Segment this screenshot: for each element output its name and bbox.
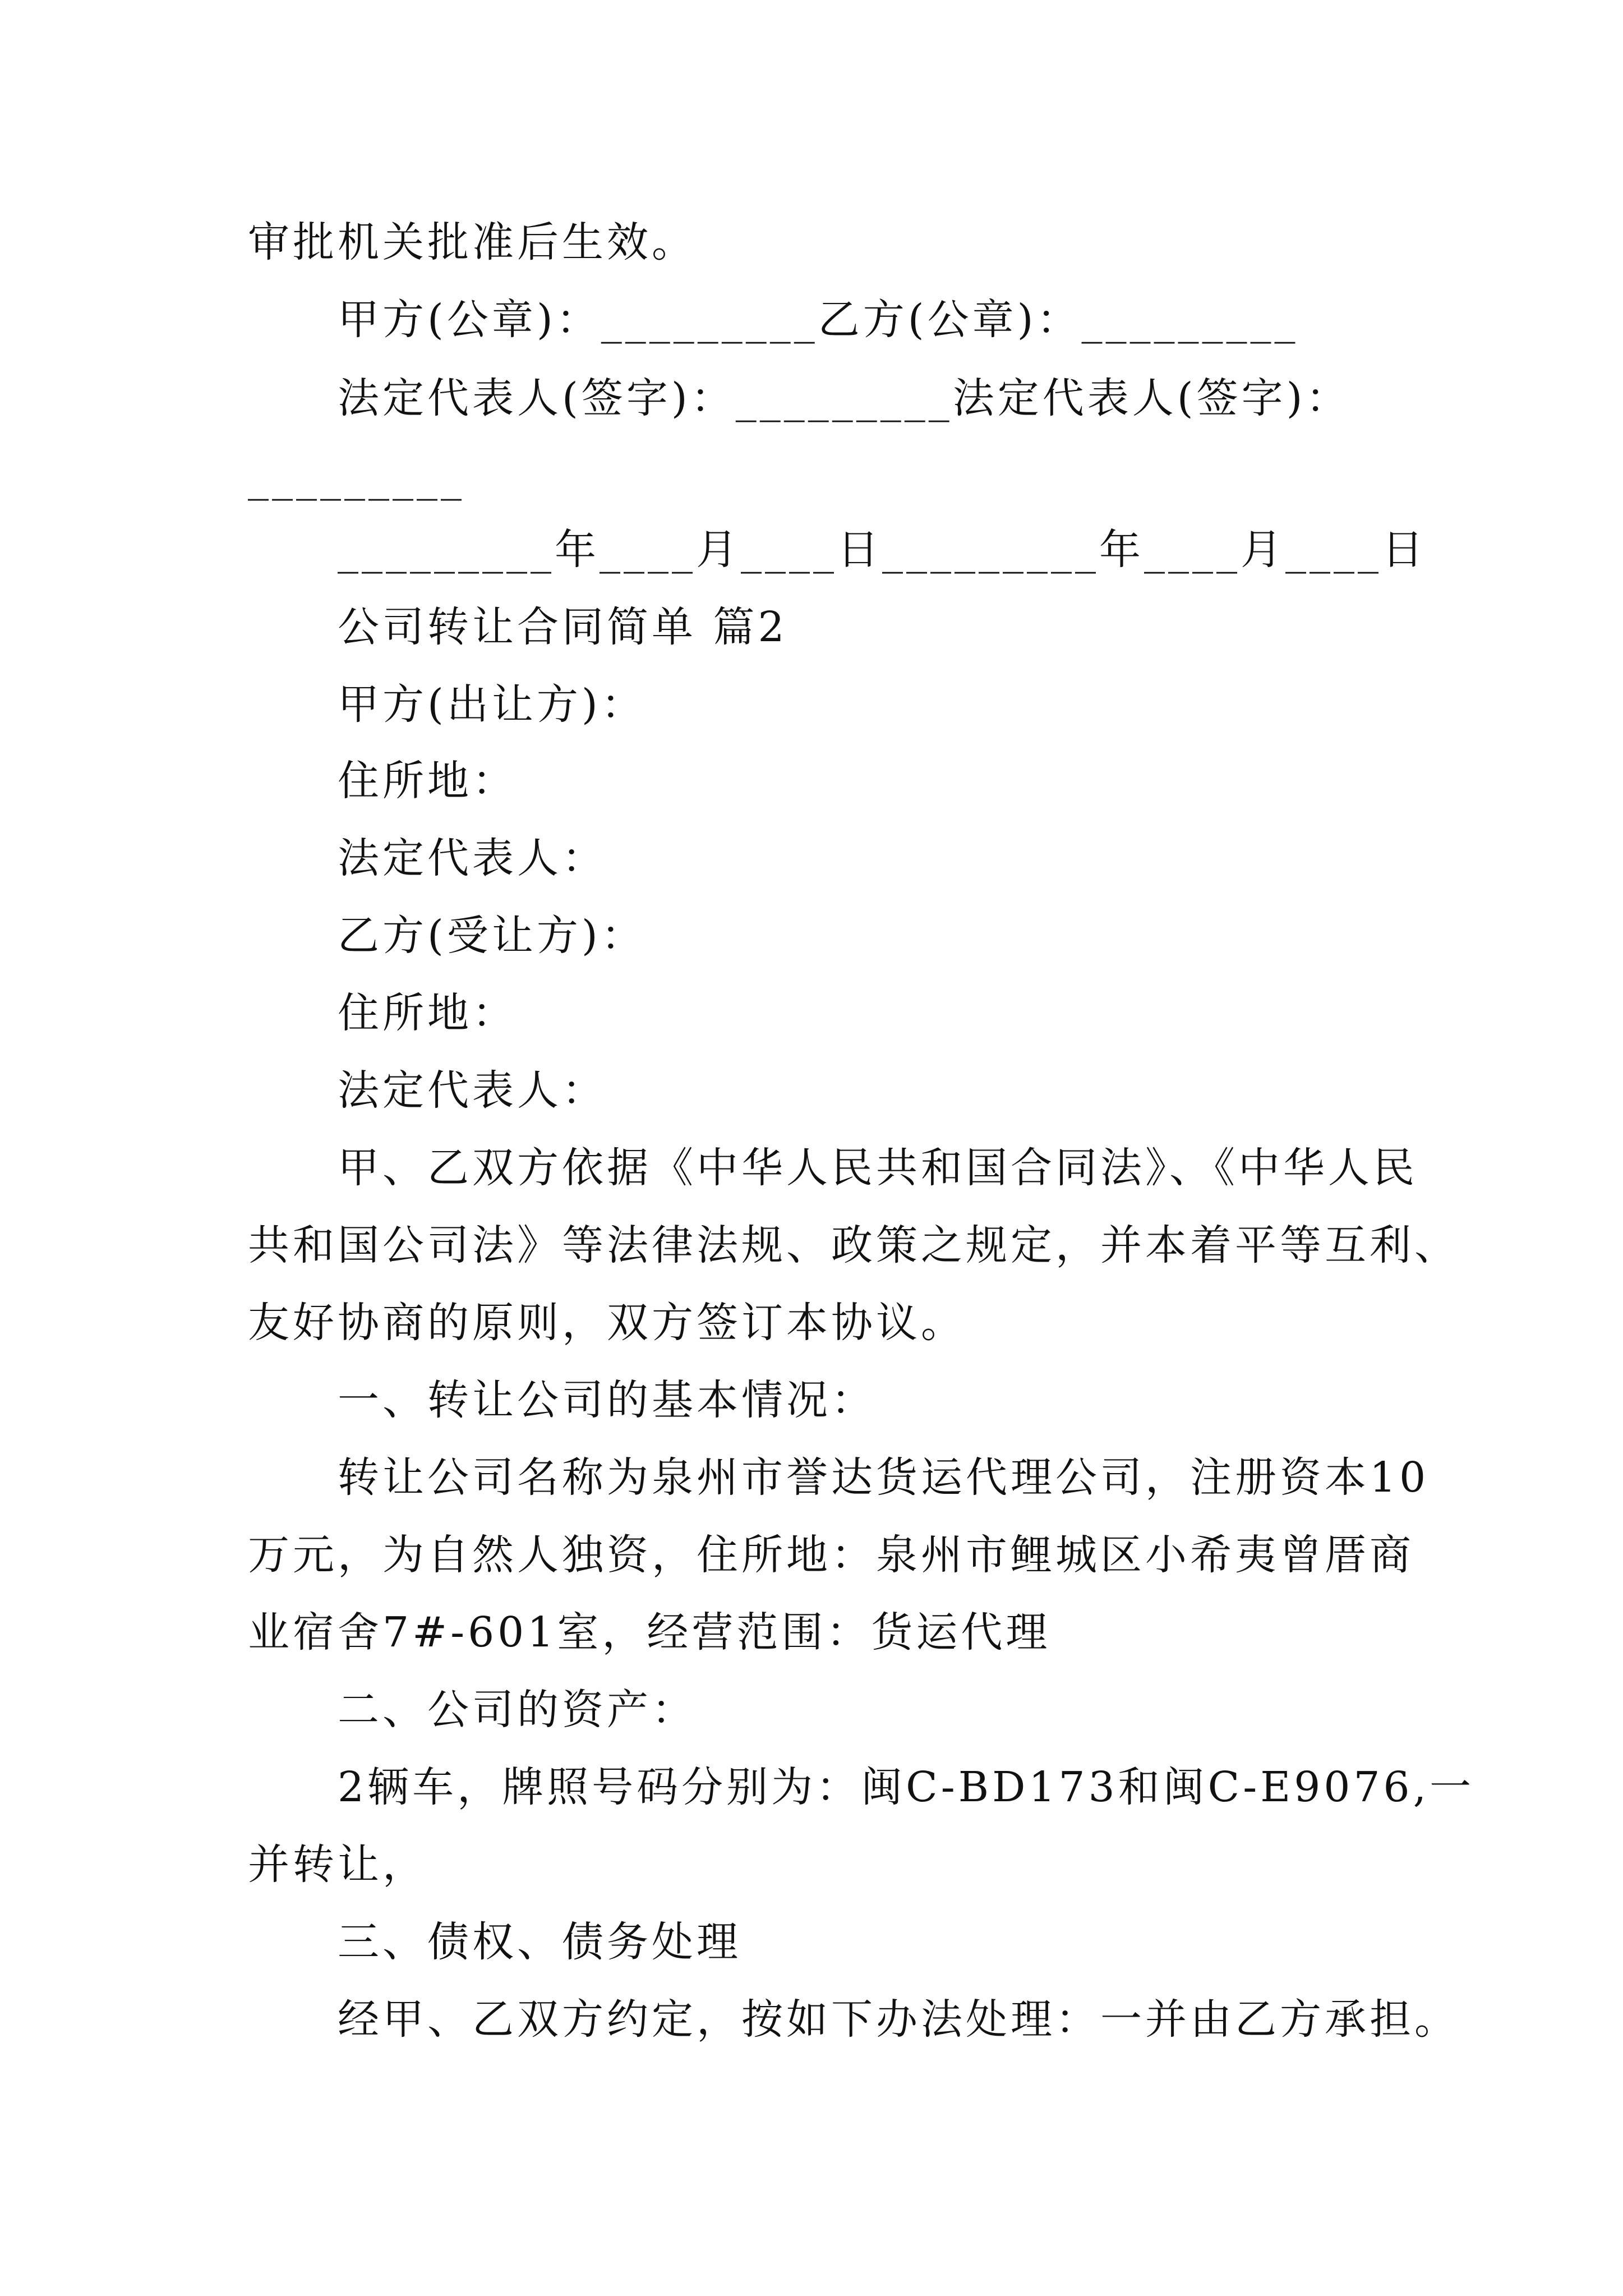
clause-2-heading: 二、公司的资产：	[338, 1686, 697, 1734]
clause-1-text-line-1: 转让公司名称为泉州市誉达货运代理公司，注册资本10	[338, 1453, 1430, 1502]
legal-rep-signature-line: 法定代表人(签字)：_________法定代表人(签字)：	[338, 374, 1351, 422]
party-b-address-label: 住所地：	[338, 989, 517, 1037]
party-a-address-label: 住所地：	[338, 757, 517, 805]
party-a-label: 甲方(出让方)：	[338, 680, 646, 729]
party-a-legal-rep-label: 法定代表人：	[338, 834, 607, 882]
signature-blank-continuation: _________	[248, 453, 465, 501]
paragraph-basis-line-3: 友好协商的原则，双方签订本协议。	[248, 1299, 966, 1347]
clause-1-text-line-2: 万元，为自然人独资，住所地：泉州市鲤城区小希夷曾厝商	[248, 1531, 1414, 1579]
date-line: _________年____月____日_________年____月____日	[338, 526, 1427, 574]
paragraph-basis-line-2: 共和国公司法》等法律法规、政策之规定，并本着平等互利、	[248, 1221, 1459, 1269]
clause-1-text-line-3: 业宿舍7#-601室，经营范围：货运代理	[248, 1608, 1051, 1657]
party-b-legal-rep-label: 法定代表人：	[338, 1066, 607, 1115]
section-title: 公司转让合同简单 篇2	[338, 603, 788, 651]
paragraph-basis-line-1: 甲、乙双方依据《中华人民共和国合同法》、《中华人民	[338, 1144, 1418, 1192]
party-b-label: 乙方(受让方)：	[338, 912, 646, 960]
clause-3-text-line-1: 经甲、乙双方约定，按如下办法处理：一并由乙方承担。	[338, 1995, 1459, 2044]
clause-1-heading: 一、转让公司的基本情况：	[338, 1376, 876, 1424]
clause-2-text-line-2: 并转让，	[248, 1841, 427, 1889]
clause-3-heading: 三、债权、债务处理	[338, 1918, 741, 1966]
clause-2-text-line-1: 2辆车，牌照号码分别为：闽C-BD173和闽C-E9076,一	[338, 1763, 1475, 1811]
seal-line: 甲方(公章)：_________乙方(公章)：_________	[338, 296, 1299, 344]
paragraph-approval-effective: 审批机关批准后生效。	[248, 218, 697, 266]
